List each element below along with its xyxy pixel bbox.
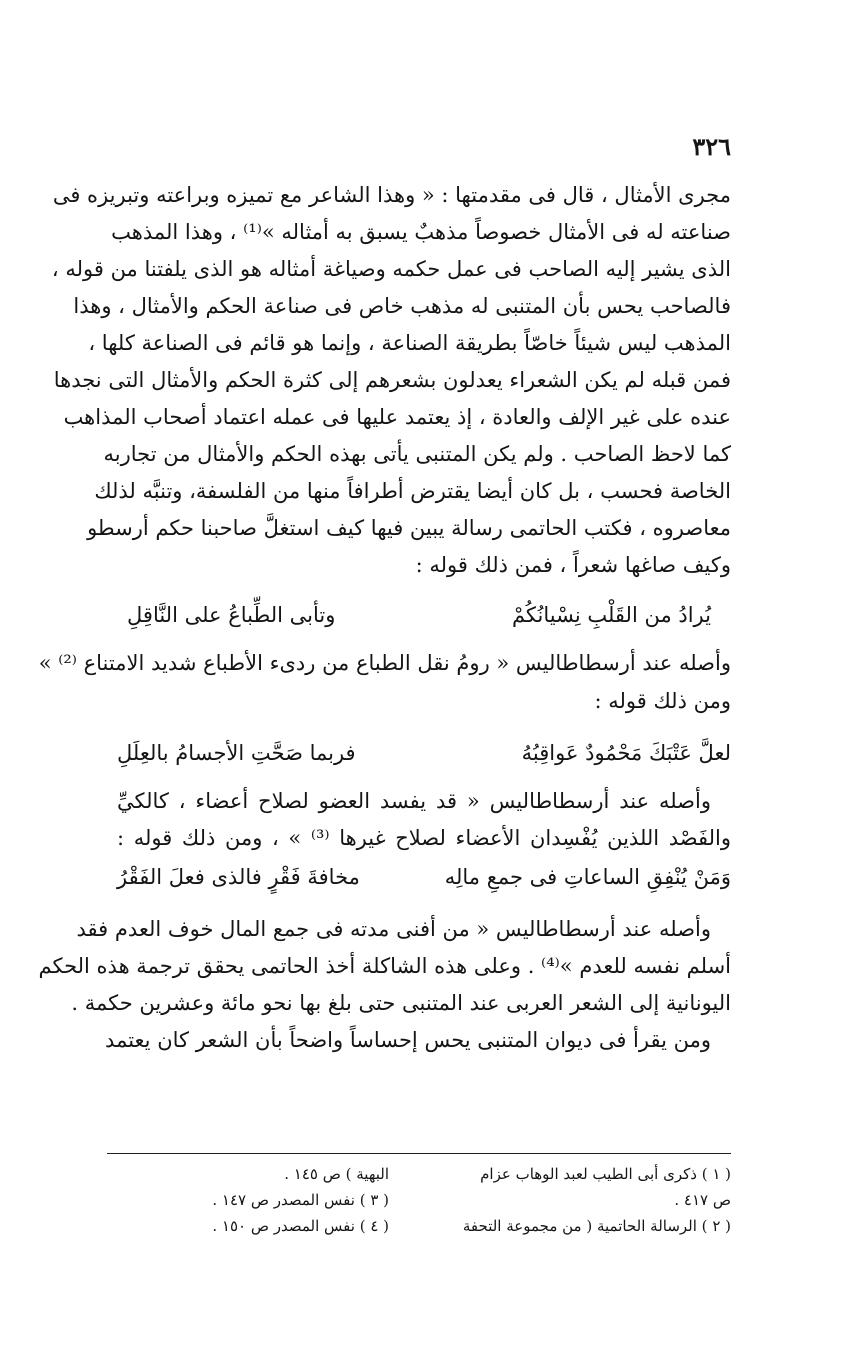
body-line: كما لاحظ الصاحب . ولم يكن المتنبى يأتى بهذه الحكم والأمثال من تجاربه (103, 442, 731, 466)
footnote-4: ( ٤ ) نفس المصدر ص ١٥٠ . (212, 1217, 389, 1235)
footnote-divider (107, 1153, 731, 1154)
verse-first-hemistich: وَمَنْ يُنْفِقِ الساعاتِ فى جمعِ مالِه (444, 865, 731, 889)
footnote-1-continuation: البهية ) ص ١٤٥ . (284, 1165, 389, 1183)
poetry-verse (117, 600, 731, 630)
body-line: اليونانية إلى الشعر العربى عند المتنبى حتى بلغ بها نحو مائة وعشرين حكمة . (71, 991, 731, 1015)
verse-first-hemistich: لعلَّ عَتْبَكَ مَحْمُودٌ عَواقِبُهُ (521, 741, 731, 765)
body-line: ومن ذلك قوله : (594, 689, 731, 713)
poetry-verse (117, 738, 731, 768)
body-line: صناعته له فى الأمثال خصوصاً مذهبٌ يسبق به أمثاله »⁽¹⁾ ، وهذا المذهب (111, 220, 731, 244)
poetry-verse (117, 862, 731, 892)
body-line: عنده على غير الإلف والعادة ، إذ يعتمد عليها فى عمله اعتماد أصحاب المذاهب (63, 405, 731, 429)
body-line: ومن يقرأ فى ديوان المتنبى يحس إحساساً واضحاً بأن الشعر كان يعتمد (105, 1028, 711, 1052)
body-line: معاصروه ، فكتب الحاتمى رسالة يبين فيها كيف استغلَّ صاحبنا حكم أرسطو (87, 516, 731, 540)
body-line: الذى يشير إليه الصاحب فى عمل حكمه وصياغة أمثاله هو الذى يلفتنا من قوله ، (51, 257, 731, 281)
body-line: وأصله عند أرسطاطاليس « رومُ نقل الطباع من ردىء الأطباع شديد الامتناع ⁽²⁾ » (38, 651, 731, 675)
verse-first-hemistich: يُرادُ من القَلْبِ نِسْيانُكُمْ (511, 603, 711, 627)
page-number: ٣٢٦ (692, 132, 731, 161)
verse-second-hemistich: فربما صَحَّتِ الأجسامُ بالعِلَلِ (117, 741, 356, 765)
body-line: والفَصْد اللذين يُفْسِدان الأعضاء لصلاح غيرها ⁽³⁾ » ، ومن ذلك قوله : (117, 826, 731, 850)
footnote-1-page: ص ٤١٧ . (674, 1191, 731, 1209)
body-line: مجرى الأمثال ، قال فى مقدمتها : « وهذا الشاعر مع تميزه وبراعته وتبريزه فى (52, 183, 731, 207)
body-line: وأصله عند أرسطاطاليس « من أفنى مدته فى جمع المال خوف العدم فقد (76, 917, 711, 941)
verse-second-hemistich: وتأبى الطِّباعُ على النَّاقِلِ (127, 603, 336, 627)
body-line: المذهب ليس شيئاً خاصّاً بطريقة الصناعة ، وإنما هو قائم فى الصناعة كلها ، (88, 331, 731, 355)
body-line: الخاصة فحسب ، بل كان أيضا يقترض أطرافاً منها من الفلسفة، وتنبَّه لذلك (94, 479, 731, 503)
verse-second-hemistich: مخافةَ فَقْرٍ فالذى فعلَ الفَقْرُ (117, 865, 360, 889)
body-line: أسلم نفسه للعدم »⁽⁴⁾ . وعلى هذه الشاكلة أخذ الحاتمى يحقق ترجمة هذه الحكم (38, 954, 731, 978)
body-line: وكيف صاغها شعراً ، فمن ذلك قوله : (415, 553, 731, 577)
footnote-2: ( ٢ ) الرسالة الحاتمية ( من مجموعة التحفة (462, 1217, 731, 1235)
footnote-3: ( ٣ ) نفس المصدر ص ١٤٧ . (212, 1191, 389, 1209)
footnote-1: ( ١ ) ذكرى أبى الطيب لعبد الوهاب عزام (480, 1165, 731, 1183)
body-line: وأصله عند أرسطاطاليس « قد يفسد العضو لصلاح أعضاء ، كالكيِّ (117, 789, 711, 813)
body-line: فالصاحب يحس بأن المتنبى له مذهب خاص فى صناعة الحكم والأمثال ، وهذا (73, 294, 731, 318)
body-line: فمن قبله لم يكن الشعراء يعدلون بشعرهم إلى كثرة الحكم والأمثال التى نجدها (53, 368, 731, 392)
